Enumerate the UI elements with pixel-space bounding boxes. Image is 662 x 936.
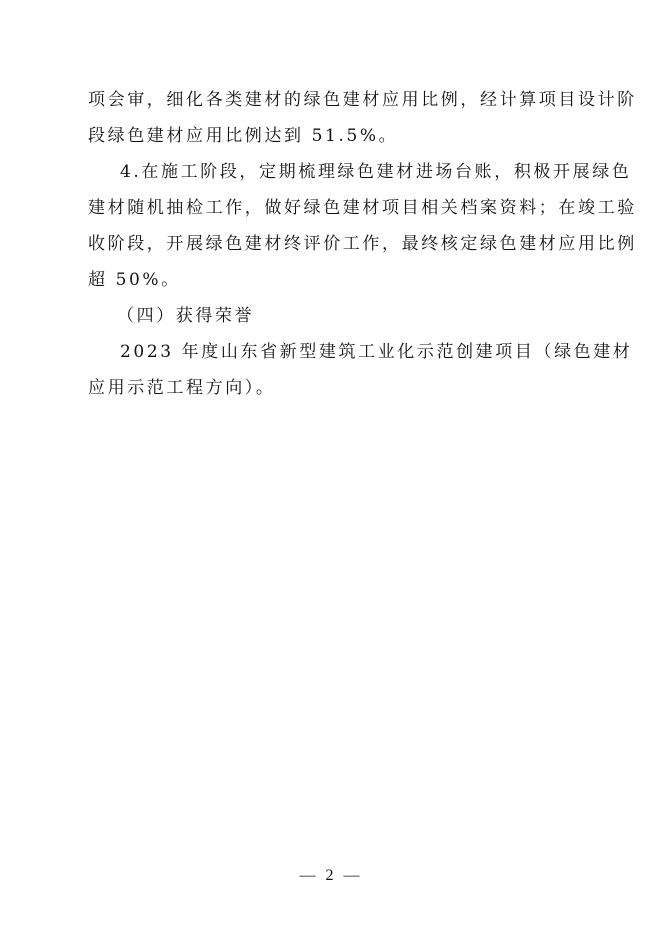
paragraph-line: 段绿色建材应用比例达到 51.5%。 [88, 126, 399, 146]
page-number: — 2 — [299, 867, 363, 884]
paragraph-line: 超 50%。 [88, 270, 181, 290]
paragraph-line: 应用示范工程方向）。 [88, 378, 276, 398]
paragraph-line: 建材随机抽检工作，做好绿色建材项目相关档案资料；在竣工验 [88, 198, 637, 218]
paragraph-line: 项会审，细化各类建材的绿色建材应用比例，经计算项目设计阶 [88, 90, 637, 110]
paragraph-line: 收阶段，开展绿色建材终评价工作，最终核定绿色建材应用比例 [88, 234, 637, 254]
paragraph-line: 4.在施工阶段，定期梳理绿色建材进场台账，积极开展绿色 [120, 162, 632, 182]
paragraph-line: 2023 年度山东省新型建筑工业化示范创建项目（绿色建材 [120, 342, 633, 362]
section-heading: （四）获得荣誉 [117, 306, 255, 326]
